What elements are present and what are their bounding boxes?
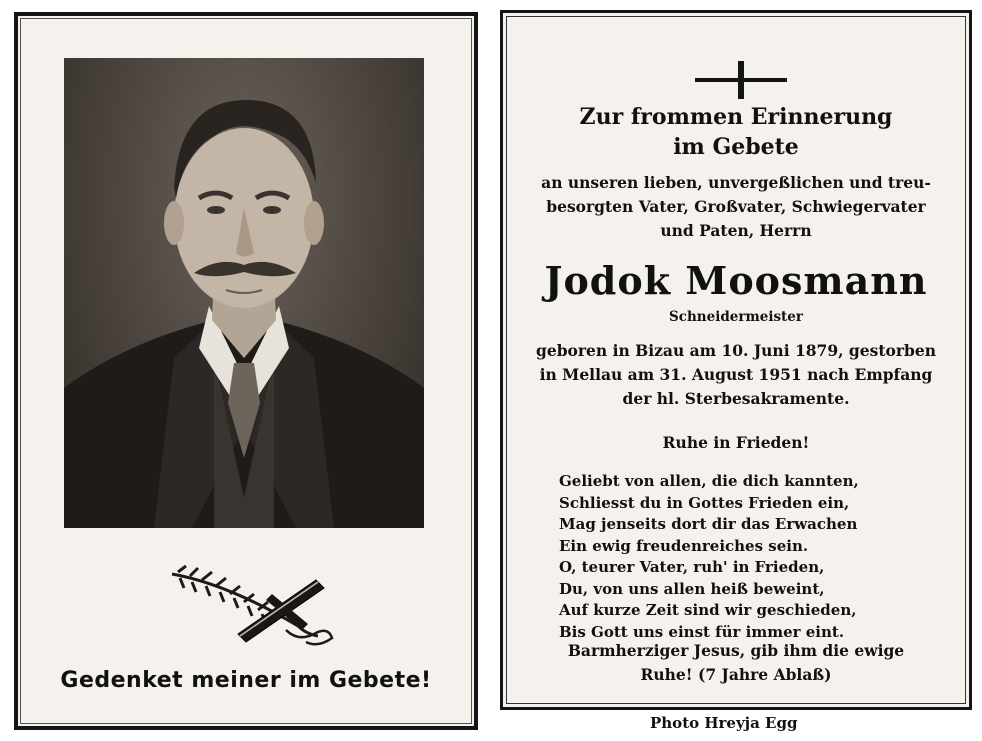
poem-line: Mag jenseits dort dir das Erwachen xyxy=(559,515,858,533)
poem-line: Bis Gott uns einst für immer eint. xyxy=(559,622,845,641)
heading-line-1: Zur frommen Erinnerung xyxy=(579,104,893,130)
poem-line: Du, von uns allen heiß beweint, xyxy=(559,579,825,598)
poem-line: Schliesst du in Gottes Frieden ein, xyxy=(559,493,850,512)
photo-credit: Photo Hreyja Egg xyxy=(650,714,798,732)
occupation: Schneidermeister xyxy=(669,309,803,325)
poem xyxy=(559,471,859,643)
heading-line-2: im Gebete xyxy=(673,134,799,160)
memorial-verse: Gedenket meiner im Gebete! xyxy=(60,668,432,693)
deceased-name: Jodok Moosmann xyxy=(544,258,928,303)
biography-line-2: in Mellau am 31. August 1951 nach Empfang xyxy=(539,365,933,384)
poem-line: Ein ewig freudenreiches sein. xyxy=(559,536,809,555)
portrait-photo xyxy=(64,58,424,528)
poem-line: Geliebt von allen, die dich kannten, xyxy=(559,472,859,490)
intro-line-1: an unseren lieben, unvergeßlichen und treu- xyxy=(541,173,931,192)
rest-in-peace: Ruhe in Frieden! xyxy=(662,433,810,452)
poem-line: Auf kurze Zeit sind wir geschieden, xyxy=(559,601,857,619)
poem-line: O, teurer Vater, ruh' in Frieden, xyxy=(559,558,825,576)
biography-line-1: geboren in Bizau am 10. Juni 1879, gestorben xyxy=(536,341,936,360)
cross-palm-icon xyxy=(168,564,338,650)
memorial-card-back xyxy=(500,10,972,710)
prayer-line-2: Ruhe! (7 Jahre Ablaß) xyxy=(640,665,832,684)
biography-line-3: der hl. Sterbesakramente. xyxy=(622,389,850,408)
cross-icon xyxy=(695,61,787,99)
intro-line-2: besorgten Vater, Großvater, Schwiegervater xyxy=(546,197,926,216)
prayer-line-1: Barmherziger Jesus, gib ihm die ewige xyxy=(567,641,905,660)
intro-line-3: und Paten, Herrn xyxy=(660,221,812,240)
